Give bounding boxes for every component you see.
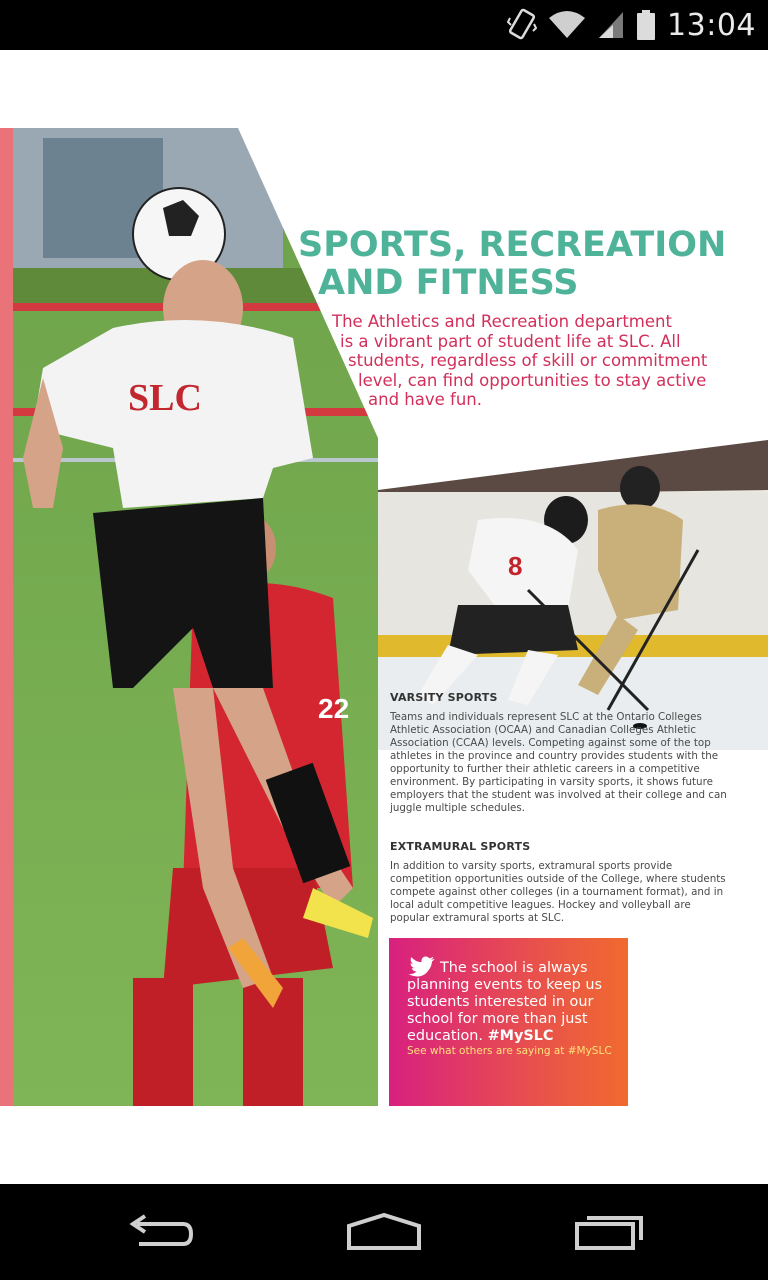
- tweet-hashtag: #MySLC: [487, 1028, 554, 1044]
- extramural-sports-body: In addition to varsity sports, extramural sports provide competition opportunities outside of the College, where students compete against other colleges (in a tournament format), and in local adult competitive leagues. Hockey and volleyball are popular extramural sports at SLC.: [390, 860, 726, 924]
- tweet-callout: [389, 938, 628, 1106]
- varsity-sports-body: Teams and individuals represent SLC at the Ontario Colleges Athletic Association (OCAA) and Canadian Colleges Athletic Association (CCAA) levels. Competing against some of the top athletes in the province and country provides students with the opportunity to further their athletic careers in a competitive environment. By participating in varsity sports, it shows future employers that the student was involved at their college and can juggle multiple schedules.: [390, 711, 727, 814]
- intro-line: level, can find opportunities to stay active: [358, 370, 707, 390]
- tweet-subtext: See what others are saying at #MySLC: [407, 1045, 612, 1057]
- navigation-bar: [0, 1184, 768, 1280]
- tweet-text: [407, 956, 622, 1045]
- pink-margin-strip: [0, 128, 13, 1106]
- extramural-sports-heading: EXTRAMURAL SPORTS: [390, 840, 531, 853]
- intro-paragraph: [330, 312, 740, 410]
- status-bar: [0, 0, 768, 50]
- battery-icon: [635, 9, 657, 41]
- jersey-slc-text: SLC: [128, 377, 202, 419]
- tweet-message: The school is always planning events to keep us students interested in our school for more than just education.: [407, 960, 602, 1044]
- intro-line: The Athletics and Recreation department: [332, 312, 672, 331]
- home-button[interactable]: [329, 1204, 439, 1260]
- home-icon: [346, 1212, 422, 1252]
- status-icons: [507, 6, 756, 44]
- page-title: [298, 226, 738, 302]
- player-number-text: 22: [318, 693, 350, 724]
- hockey-number-text: 8: [508, 551, 523, 581]
- title-line-2: AND FITNESS: [318, 263, 579, 303]
- intro-line: students, regardless of skill or commitment: [348, 351, 708, 370]
- magazine-page[interactable]: [0, 50, 768, 1184]
- back-button[interactable]: [105, 1204, 215, 1260]
- intro-line: and have fun.: [368, 390, 482, 409]
- signal-icon: [597, 10, 625, 40]
- title-line-1: SPORTS, RECREATION: [298, 225, 727, 265]
- vibrate-icon: [507, 8, 537, 42]
- recent-apps-button[interactable]: [554, 1204, 664, 1260]
- status-time: 13:04: [667, 7, 756, 43]
- page-number: 13: [61, 1150, 84, 1172]
- varsity-sports-heading: VARSITY SPORTS: [390, 691, 498, 704]
- wifi-icon: [547, 10, 587, 40]
- intro-line: is a vibrant part of student life at SLC. All: [340, 331, 681, 351]
- back-icon: [125, 1212, 195, 1252]
- twitter-bird-icon: [407, 956, 437, 976]
- recent-apps-icon: [573, 1212, 645, 1252]
